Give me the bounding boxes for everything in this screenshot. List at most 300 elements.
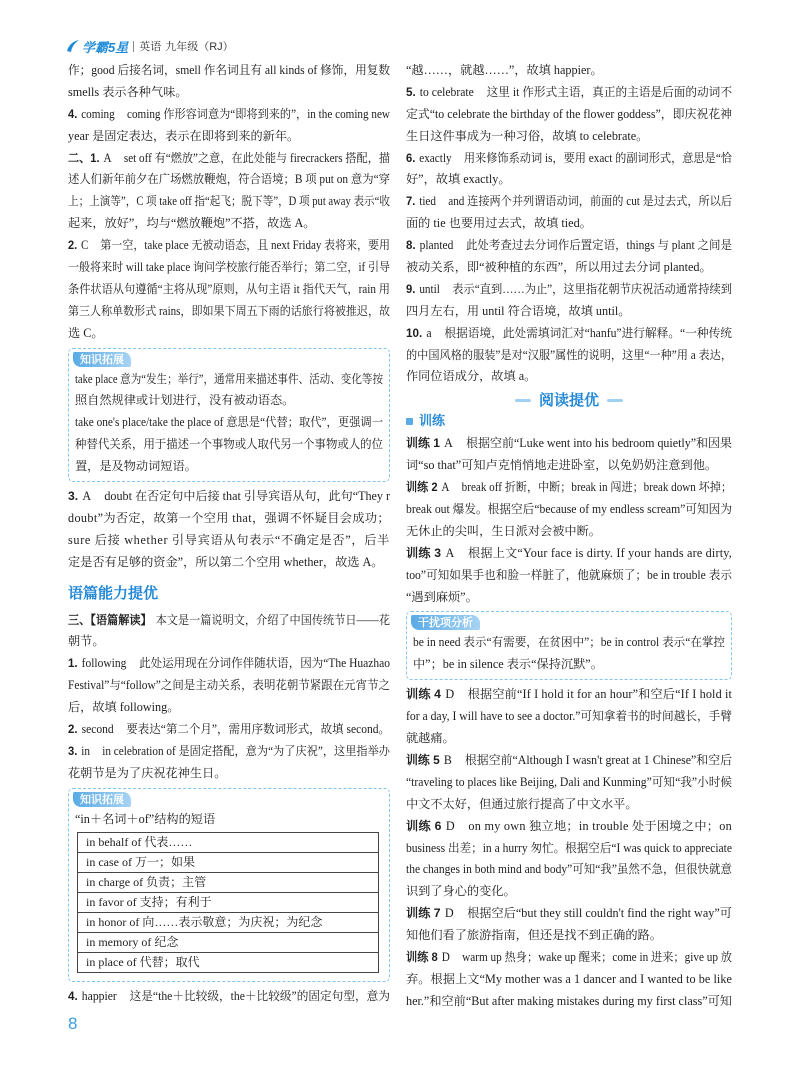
line-content: “遇到麻烦”。 xyxy=(406,589,478,604)
line-text xyxy=(406,991,732,1013)
text-line xyxy=(75,809,383,831)
line-content: 根据空前“Although I wasn't great at 1 Chinese”和空后 xyxy=(464,752,732,767)
line-text xyxy=(406,129,648,143)
text-line xyxy=(406,323,732,345)
line-text xyxy=(406,928,662,942)
item-number: 8. xyxy=(406,238,416,253)
text-line xyxy=(68,279,390,301)
line-text xyxy=(406,819,732,833)
line-text xyxy=(406,304,630,318)
line-text xyxy=(68,555,384,569)
note-box xyxy=(68,348,390,482)
line-text xyxy=(406,191,732,213)
text-line xyxy=(68,986,390,1008)
text-line xyxy=(68,508,390,530)
grade-label: 九年级（RJ） xyxy=(165,41,234,53)
line-text xyxy=(406,687,732,701)
line-text xyxy=(68,148,390,170)
item-number: 1. xyxy=(68,656,78,671)
phrase-table-row xyxy=(78,832,379,852)
line-text xyxy=(406,731,455,745)
phrase-table-row xyxy=(78,892,379,912)
text-line xyxy=(406,684,732,706)
phrase-table-cell: in charge of 负责；主管 xyxy=(78,872,379,892)
line-content: 根据语境，此处需填词汇对“hanfu”进行解释。“一种传统 xyxy=(444,325,732,340)
line-content: 定是否有足够的资金”，所以第二个空用 whether，故选 A。 xyxy=(68,554,384,569)
text-line xyxy=(75,369,383,391)
text-line xyxy=(406,794,732,816)
line-content: 花朝节是为了庆祝花神生日。 xyxy=(68,765,227,780)
line-content: 根据上文“Your face is dirty. If your hands are dirty, xyxy=(467,545,733,560)
text-line xyxy=(406,126,732,148)
text-line xyxy=(406,947,732,969)
text-line xyxy=(406,816,732,838)
section-heading: 语篇能力提优 xyxy=(68,583,159,602)
item-number: 6. xyxy=(406,150,416,165)
text-line xyxy=(406,565,732,587)
item-number: 训练 1 xyxy=(406,436,440,451)
text-line xyxy=(68,610,390,632)
line-text xyxy=(68,634,105,648)
phrase-table-row xyxy=(78,932,379,952)
line-text xyxy=(68,986,390,1008)
item-answer: until xyxy=(419,281,440,296)
text-line xyxy=(406,925,732,947)
line-content: sure 后接 whether 引导宾语从句表示“不确定是否”，后半 xyxy=(68,532,390,547)
line-text xyxy=(406,216,592,230)
paragraph xyxy=(406,433,732,477)
line-content: business 出差；in a hurry 匆忙。根据空后“I was quick to appreciate xyxy=(406,840,733,855)
text-line xyxy=(406,191,732,213)
line-content: smells 表示各种气味。 xyxy=(68,84,188,99)
page-number: 8 xyxy=(68,1014,78,1033)
item-number: 训练 7 xyxy=(406,906,441,921)
line-content: 种替代关系，用于描述一个事物或人取代另一个事物或人的位 xyxy=(75,437,384,452)
text-line xyxy=(406,477,732,499)
header-divider xyxy=(133,41,134,52)
text-line xyxy=(406,838,732,860)
line-content: 表示“直到……为止”，这里指花朝节庆祝活动通常持续到 xyxy=(452,281,732,296)
text-line xyxy=(406,903,732,925)
paragraph xyxy=(68,486,390,574)
line-content: 弃。根据上文“My mother was a 1 dancer and I wanted to be like xyxy=(406,971,733,986)
item-number: 二、1. xyxy=(68,150,100,165)
line-text xyxy=(406,706,732,728)
paragraph xyxy=(68,741,390,785)
text-line xyxy=(68,697,390,719)
line-text xyxy=(68,169,390,191)
line-content: 生日这件事成为一种习俗，故填 to celebrate。 xyxy=(406,128,649,143)
text-line xyxy=(68,763,390,785)
text-line xyxy=(406,366,732,388)
line-text xyxy=(68,653,390,675)
text-line xyxy=(406,772,732,794)
paragraph xyxy=(406,543,732,609)
line-text xyxy=(406,345,732,367)
paragraph xyxy=(68,235,390,344)
line-text xyxy=(406,524,601,538)
paragraph xyxy=(68,60,390,104)
line-content: 选 C。 xyxy=(68,325,104,340)
line-content: “越……，就越……”，故填 happier。 xyxy=(406,63,603,77)
line-text xyxy=(68,279,390,301)
line-content: Festival”与“follow”之间是主动关系，表明花朝节紧跟在元宵节之 xyxy=(68,678,390,693)
line-text xyxy=(406,279,732,301)
paragraph xyxy=(406,148,732,192)
paragraph xyxy=(406,477,732,543)
line-content: in celebration of 是固定搭配，意为“为了庆祝”，这里指举办 xyxy=(102,743,391,758)
line-text xyxy=(75,412,383,434)
paragraph xyxy=(406,816,732,904)
phrase-table-cell: in case of 万一；如果 xyxy=(78,852,379,872)
note-box-label: 知识拓展 xyxy=(73,792,131,807)
paragraph xyxy=(75,369,383,413)
line-text xyxy=(68,301,390,323)
line-text xyxy=(75,369,383,391)
text-line xyxy=(406,499,732,521)
phrase-table-row xyxy=(78,912,379,932)
item-answer: C xyxy=(81,238,89,253)
line-text xyxy=(75,459,197,473)
line-content: 一般将来时 will take place 询问学校旅行能否举行；第二空，if 引导 xyxy=(68,260,391,275)
phrase-table-cell: in favor of 支持；有利于 xyxy=(78,892,379,912)
text-line xyxy=(406,881,732,903)
paragraph xyxy=(406,82,732,148)
text-line xyxy=(68,631,390,653)
paragraph xyxy=(75,412,383,478)
item-answer: exactly xyxy=(419,150,452,165)
line-text xyxy=(406,82,732,104)
line-text xyxy=(413,632,725,654)
text-line xyxy=(406,455,732,477)
line-text xyxy=(75,393,294,407)
line-text xyxy=(406,546,732,560)
item-number: 10. xyxy=(406,325,423,340)
line-content: 中文不太好，但通过旅行提高了中文水平。 xyxy=(406,796,638,811)
text-line xyxy=(68,552,390,574)
line-content: 面的 tie 也要用过去式，故填 tied。 xyxy=(406,216,592,231)
paragraph xyxy=(68,719,390,741)
line-content: 朝节。 xyxy=(68,634,105,649)
item-number: 7. xyxy=(406,194,416,209)
paragraph xyxy=(406,903,732,947)
text-line xyxy=(68,301,390,323)
text-line xyxy=(68,486,390,508)
line-content: 根据空后“but they still couldn't find the right way”可 xyxy=(467,906,732,921)
text-line xyxy=(406,991,732,1013)
item-answer: D xyxy=(444,906,454,921)
line-content: 作同位语成分，故填 a。 xyxy=(406,369,537,384)
line-text xyxy=(406,172,511,186)
line-text xyxy=(406,565,732,587)
item-answer: D xyxy=(445,818,455,833)
line-text xyxy=(406,323,732,345)
line-text xyxy=(406,369,536,383)
text-line xyxy=(406,543,732,565)
text-line xyxy=(68,653,390,675)
text-line xyxy=(406,148,732,170)
item-number: 三、【语篇解读】 xyxy=(68,612,152,627)
text-line xyxy=(75,390,383,412)
line-content: 述人们新年前夕在广场燃放鞭炮，符合语境；B 项 put on 意为“穿 xyxy=(68,172,390,187)
line-text xyxy=(68,533,390,547)
line-content: the changes in both mind and body”可知“我”虽然不急，但很快就意 xyxy=(406,862,732,877)
item-number: 训练 6 xyxy=(406,818,442,833)
line-text xyxy=(406,433,732,455)
line-content: “traveling to places like Beijing, Dali and Kunming”可知“我”小时候 xyxy=(406,774,732,789)
text-line xyxy=(68,169,390,191)
text-line xyxy=(68,126,390,148)
text-line xyxy=(68,82,390,104)
line-content: take one's place/take the place of 意思是“代替；取代”，更强调一 xyxy=(75,415,384,430)
line-content: set off 有“燃放”之意，在此处能与 firecrackers 搭配，描 xyxy=(123,150,391,165)
line-content: 知他们看了旅游指南，但还是找不到正确的路。 xyxy=(406,928,662,943)
line-text xyxy=(406,104,732,126)
logo-swoosh-icon xyxy=(66,39,80,53)
line-content: 本文是一篇说明文，介绍了中国传统节日——花 xyxy=(155,612,391,627)
line-text xyxy=(68,741,390,763)
item-answer: to celebrate xyxy=(419,84,474,99)
text-line xyxy=(68,191,390,213)
line-text xyxy=(68,257,390,279)
item-answer: planted xyxy=(419,238,454,253)
line-content: doubt 在否定句中后接 that 引导宾语从句，此句“They r xyxy=(104,489,390,504)
note-box xyxy=(406,611,732,680)
line-text xyxy=(406,772,732,794)
text-line xyxy=(406,104,732,126)
item-answer: D xyxy=(445,687,455,702)
item-answer: a xyxy=(426,325,432,340)
item-answer: A xyxy=(444,436,453,451)
paragraph xyxy=(68,986,390,1008)
item-answer: second xyxy=(81,722,114,737)
paragraph xyxy=(68,610,390,654)
item-answer: tied xyxy=(419,194,436,209)
item-number: 3. xyxy=(68,489,79,504)
item-number: 2. xyxy=(68,722,78,737)
text-line xyxy=(68,235,390,257)
line-text xyxy=(68,129,299,143)
item-number: 2. xyxy=(68,238,78,253)
line-text xyxy=(406,838,732,860)
item-answer: coming xyxy=(81,106,115,121)
item-number: 4. xyxy=(68,988,78,1003)
line-text xyxy=(406,260,712,274)
line-text xyxy=(406,972,732,986)
paragraph xyxy=(406,235,732,279)
phrase-table-row xyxy=(78,952,379,972)
line-text xyxy=(68,326,104,340)
line-content: coming 作形容词意为“即将到来的”，in the coming new xyxy=(127,106,391,121)
paragraph xyxy=(68,104,390,148)
text-line xyxy=(406,60,732,82)
paragraph xyxy=(68,148,390,236)
line-text xyxy=(68,191,390,213)
note-box-label: 知识拓展 xyxy=(73,352,131,367)
line-content: 被动关系，即“被种植的东西”，所以用过去分词 planted。 xyxy=(406,260,712,275)
text-line xyxy=(68,60,390,82)
text-line xyxy=(406,301,732,323)
line-content: doubt”为否定，故第一个空用 that，强调不怀疑目会成功； xyxy=(68,510,390,525)
item-number: 4. xyxy=(68,106,78,121)
paragraph xyxy=(406,279,732,323)
paragraph xyxy=(406,750,732,816)
line-content: her.”和空前“But after making mistakes during my first class”可知 xyxy=(406,993,733,1008)
text-line xyxy=(406,587,732,609)
line-text xyxy=(68,104,390,126)
text-line xyxy=(68,257,390,279)
line-content: 定式“to celebrate the birthday of the flower goddess”，即庆祝花神 xyxy=(406,106,732,121)
item-answer: B xyxy=(443,752,452,767)
item-number: 训练 3 xyxy=(406,545,442,560)
text-line xyxy=(406,750,732,772)
line-content: 条件状语从句遵循“主将从现”原则，从句主语 it 指代天气，rain 用 xyxy=(68,281,390,296)
line-text xyxy=(406,859,732,881)
line-content: 根据空前“Luke went into his bedroom quietly”和因果 xyxy=(466,436,733,451)
line-text xyxy=(406,63,603,77)
line-content: 第三人称单数形式 rains，即如果下周五下雨的话旅行将被推迟，故 xyxy=(68,303,391,318)
line-text xyxy=(75,434,383,456)
line-text xyxy=(413,657,603,671)
line-text xyxy=(68,216,315,230)
text-line xyxy=(406,728,732,750)
right-column xyxy=(406,60,732,1013)
text-line xyxy=(68,104,390,126)
line-content: 根据空前“If I hold it for an hour”和空后“If I hold it xyxy=(467,687,733,702)
text-line xyxy=(75,434,383,456)
line-content: 就越痛。 xyxy=(406,731,455,746)
paragraph xyxy=(75,809,383,831)
line-content: for a day, I will have to see a doctor.”可知拿着书的时间越长，手臂 xyxy=(406,709,733,724)
line-content: break off 折断，中断；break in 闯进；break down 坏掉； xyxy=(461,480,733,495)
text-line xyxy=(75,456,383,478)
line-text xyxy=(406,797,638,811)
line-content: on my own 独立地；in trouble 处于困境之中；on xyxy=(468,818,732,833)
paragraph xyxy=(406,323,732,389)
line-content: and 连接两个并列谓语动词，前面的 cut 是过去式，所以后 xyxy=(448,194,732,209)
item-answer: A xyxy=(441,480,450,495)
line-text xyxy=(68,85,188,99)
left-column xyxy=(68,60,390,1008)
page-header xyxy=(66,36,234,56)
line-content: 四月左右，用 until 符合语境，故填 until。 xyxy=(406,303,631,318)
phrase-table-cell: in memory of 纪念 xyxy=(78,932,379,952)
line-content: warm up 热身；wake up 醒来；come in 进来；give up 放 xyxy=(462,949,733,964)
text-line xyxy=(68,213,390,235)
paragraph xyxy=(406,60,732,82)
line-text xyxy=(406,590,478,604)
line-text xyxy=(406,884,516,898)
line-content: 此处运用现在分词作伴随状语，因为“The Huazhao xyxy=(139,656,391,671)
line-content: 起来，放好”，均与“燃放鞭炮”不搭，故选 A。 xyxy=(68,216,316,231)
phrase-table-row xyxy=(78,852,379,872)
paragraph xyxy=(413,632,725,676)
paragraph xyxy=(406,684,732,750)
note-box-label: 干扰项分析 xyxy=(411,615,480,630)
text-line xyxy=(406,859,732,881)
line-content: take place 意为“发生；举行”，通常用来描述事件、活动、变化等按 xyxy=(75,371,384,386)
item-number: 训练 8 xyxy=(406,949,438,964)
text-line xyxy=(68,148,390,170)
text-line xyxy=(406,279,732,301)
text-line xyxy=(406,969,732,991)
line-text xyxy=(68,486,390,508)
paragraph xyxy=(406,947,732,1013)
text-line xyxy=(406,433,732,455)
paragraph xyxy=(406,191,732,235)
item-number: 9. xyxy=(406,281,416,296)
line-text xyxy=(406,906,732,920)
line-content: be in need 表示“有需要，在贫困中”；be in control 表示“在掌控 xyxy=(413,635,726,650)
line-content: 照自然规律或计划进行，没有被动语态。 xyxy=(75,393,295,408)
line-text xyxy=(406,458,717,472)
line-content: 无休止的尖叫，生日派对会被中断。 xyxy=(406,523,601,538)
text-line xyxy=(413,632,725,654)
line-content: 的中国风格的服装”是对“汉服”属性的说明，这里“一种”用 a 表达， xyxy=(406,347,733,362)
line-text xyxy=(68,610,390,632)
text-line xyxy=(406,521,732,543)
item-answer: happier xyxy=(81,988,117,1003)
line-content: 置，是及物动词短语。 xyxy=(75,459,197,474)
note-box xyxy=(68,788,390,982)
phrase-table-cell: in behalf of 代表…… xyxy=(78,832,379,852)
line-text xyxy=(68,235,390,257)
phrase-table-cell: in place of 代替；取代 xyxy=(78,952,379,972)
line-content: 词“so that”可知卢克悄悄地走进卧室，以免奶奶注意到他。 xyxy=(406,458,718,473)
text-line xyxy=(406,257,732,279)
line-content: “in＋名词＋of”结构的短语 xyxy=(75,811,216,826)
item-number: 训练 4 xyxy=(406,687,442,702)
text-line xyxy=(68,675,390,697)
line-text xyxy=(75,812,215,826)
item-answer: D xyxy=(441,949,450,964)
line-text xyxy=(68,60,390,82)
line-text xyxy=(406,477,732,499)
text-line xyxy=(413,654,725,676)
text-line xyxy=(68,719,390,741)
subject-label: 英语 xyxy=(139,41,162,53)
item-answer: A xyxy=(103,150,112,165)
item-number: 5. xyxy=(406,84,416,99)
line-content: 后，故填 following。 xyxy=(68,700,180,715)
item-answer: A xyxy=(82,489,92,504)
line-content: 这里 it 作形式主语，真正的主语是后面的动词不 xyxy=(486,84,733,99)
text-line xyxy=(406,345,732,367)
item-number: 3. xyxy=(68,743,78,758)
line-content: 此处考查过去分词作后置定语，things 与 plant 之间是 xyxy=(465,238,733,253)
line-content: 第一空，take place 无被动语态，且 next Friday 表将来，要用 xyxy=(100,238,390,253)
text-line xyxy=(68,741,390,763)
item-number: 训练 5 xyxy=(406,752,440,767)
item-number: 训练 2 xyxy=(406,480,438,495)
line-text xyxy=(406,235,732,257)
sub-heading: 训练 xyxy=(406,411,732,433)
line-text xyxy=(68,766,226,780)
text-line xyxy=(406,213,732,235)
line-text xyxy=(68,719,390,741)
line-content: 识到了身心的变化。 xyxy=(406,884,516,899)
item-answer: in xyxy=(81,743,90,758)
text-line xyxy=(406,82,732,104)
text-line xyxy=(68,530,390,552)
line-content: 上；上演等”，C 项 take off 指“起飞；脱下等”，D 项 put away 表示“收 xyxy=(68,194,390,209)
line-content: year 是固定表达，表示在即将到来的新年。 xyxy=(68,128,300,143)
paragraph xyxy=(68,653,390,719)
line-text xyxy=(68,511,390,525)
line-text xyxy=(406,499,732,521)
phrase-table-cell: in honor of 向……表示敬意；为庆祝；为纪念 xyxy=(78,912,379,932)
phrase-table-row xyxy=(78,872,379,892)
